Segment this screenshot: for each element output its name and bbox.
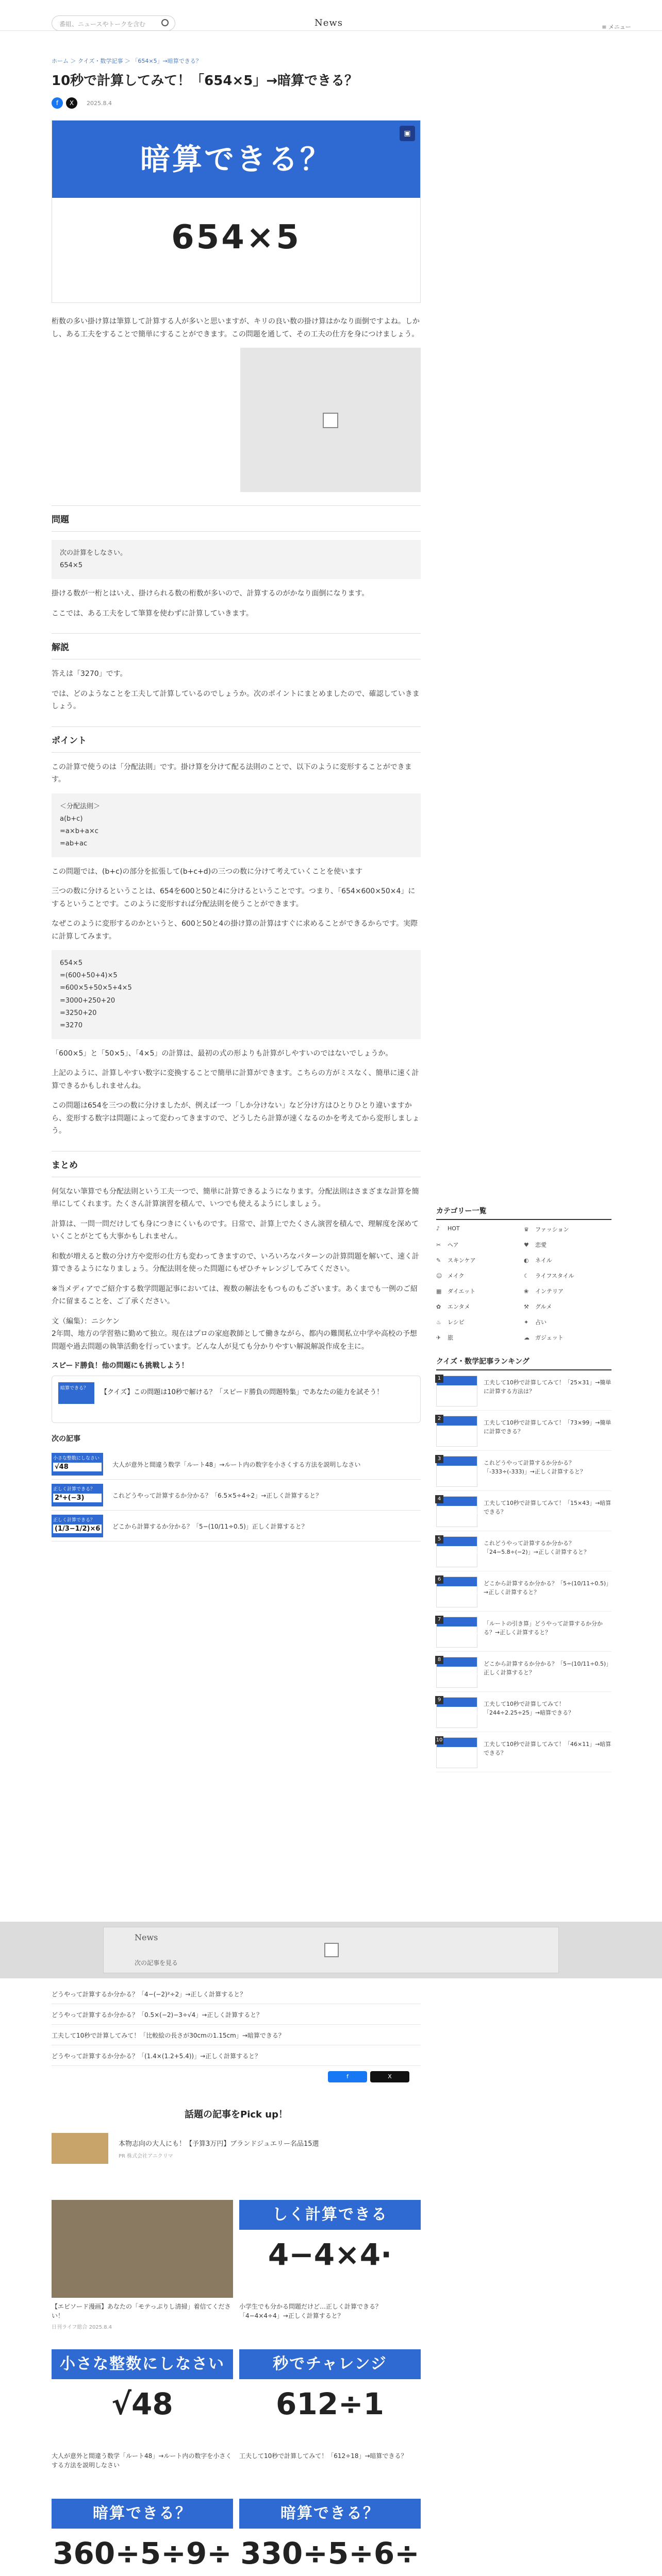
problem-line: 654×5	[60, 562, 82, 570]
category-label: 旅	[448, 1334, 453, 1341]
menu-label: メニュー	[608, 24, 631, 30]
category-label: ファッション	[535, 1226, 569, 1233]
category-icon: ♨	[436, 1319, 441, 1326]
ranking-title-text: 工夫して10秒で計算してみて！「15×43」→暗算できる？	[484, 1500, 611, 1515]
category-label: メイク	[448, 1273, 465, 1279]
category-item[interactable]	[524, 1318, 611, 1326]
hero-image	[52, 120, 421, 303]
thumb-tag: 正しく計算できる？	[437, 1617, 477, 1626]
category-icon: ♥	[524, 1242, 529, 1248]
broken-image-icon	[323, 413, 338, 428]
point-text: この問題は654を三つの数に分けましたが、例えば一つ「しか分けない」など分け方はひとりひとり違いますから、変形する数字は問題によって変わってきますので、どうしたら計算が速くなるのかを考えてから変形しましょう。	[52, 1101, 420, 1136]
rank-number: 9	[435, 1696, 443, 1704]
category-item[interactable]	[436, 1241, 524, 1249]
category-label: エンタメ	[448, 1303, 470, 1310]
thumb-tag: 正しく計算できる？	[437, 1657, 477, 1667]
category-label: スキンケア	[448, 1257, 476, 1264]
pickup-card[interactable]	[239, 2349, 421, 2461]
next-articles-label: 次の記事	[52, 1435, 80, 1444]
category-item[interactable]	[524, 1287, 611, 1295]
summary-text: 計算は、一問一問だけしても身につきにくいものです。日常で、計算上でたくさん演習を積んで、理解度を深めていくことがとても大事かもしれません。	[52, 1219, 419, 1241]
thumb-tag: 暗算できる？	[437, 1416, 477, 1426]
thumb-tag: 10秒でチャレンジ	[437, 1698, 477, 1707]
overlay-panel[interactable]	[103, 1927, 559, 1973]
ranking-title-text: 「ルートの引き算」どうやって計算するか分かる？→正しく計算すると？	[484, 1620, 603, 1636]
thumb-tag: 10秒でチャレンジ	[437, 1537, 477, 1546]
rank-number: 7	[435, 1616, 443, 1624]
sidebar	[436, 1206, 611, 1777]
point-text: この計算で使うのは「分配法則」です。掛け算を分けて配る法則のことで、以下のように変形することができます。	[52, 762, 412, 784]
category-icon: ✂	[436, 1242, 441, 1248]
hero-expression: 654×5	[171, 218, 301, 257]
category-item[interactable]	[524, 1256, 611, 1264]
rank-number: 4	[435, 1495, 443, 1503]
article-date: 2025.8.4	[87, 100, 112, 107]
category-icon: ☁	[524, 1334, 529, 1341]
category-item[interactable]	[436, 1225, 524, 1233]
article-title: 10秒で計算してみて！「654×5」→暗算できる？	[52, 73, 358, 89]
menu-button[interactable]: ≡ メニュー	[602, 24, 631, 30]
problem-text: ここでは、ある工夫をして筆算を使わずに計算していきます。	[52, 609, 253, 618]
card-band: しく計算できる	[239, 2200, 421, 2230]
point-text: この問題では、(b+c)の部分を拡張して(b+c+d)の三つの数に分けて考えていくことを使います	[52, 867, 363, 876]
ad-title: 本物志向の大人にも！【予算3万円】ブランドジュエリー名品15選	[119, 2140, 319, 2148]
article-main	[52, 57, 421, 1541]
answer-text: 答えは「3270」です。	[52, 670, 127, 679]
thumb-expression: 2⁴+(−3)	[53, 1494, 102, 1502]
ranking-title-text: これどうやって計算するか分かる？「-333÷(-333)」→正しく計算すると？	[484, 1460, 586, 1475]
next-article-title: どこから計算するか分かる？「5−(10/11÷0.5)」正しく計算すると？	[112, 1523, 308, 1531]
category-icon: ✦	[524, 1319, 529, 1326]
ranking-title-text: これどうやって計算するか分かる？「24−5.8÷(−2)」→正しく計算すると？	[484, 1540, 589, 1555]
problem-text: 掛ける数が一桁とはいえ、掛けられる数の桁数が多いので、計算するのがかなり面倒になります。	[52, 589, 369, 598]
ranking-item[interactable]	[436, 1617, 611, 1652]
card-image	[239, 2499, 421, 2576]
next-article-title: これどうやって計算するか分かる？「6.5×5÷4÷2」→正しく計算すると？	[112, 1492, 322, 1500]
ranking-title-text: 工夫して10秒で計算してみて！「46×11」→暗算できる？	[484, 1741, 611, 1756]
category-title: カテゴリー一覧	[436, 1206, 611, 1220]
pickup-card[interactable]	[52, 2200, 233, 2330]
thumb-tag: 正しく計算できる？	[437, 1497, 477, 1506]
ranking-item[interactable]	[436, 1376, 611, 1411]
box-line: a(b+c)	[60, 815, 83, 823]
category-icon: ♛	[524, 1226, 529, 1233]
category-icon: ❀	[524, 1288, 529, 1295]
next-article-item[interactable]	[52, 1449, 421, 1480]
ranking-item[interactable]	[436, 1416, 611, 1451]
related-list	[52, 1984, 421, 2066]
rank-number: 10	[435, 1736, 443, 1744]
site-logo[interactable]: News	[315, 18, 343, 28]
rank-number: 1	[435, 1375, 443, 1383]
problem-heading: 問題	[52, 505, 421, 532]
related-link[interactable]: 工夫して10秒で計算してみて！「比較絵の長さが30cmの1.15cm」→暗算できる？	[52, 2025, 421, 2045]
card-expression: √48	[111, 2386, 173, 2421]
rank-number: 8	[435, 1656, 443, 1664]
site-header	[0, 0, 662, 31]
category-label: インテリア	[535, 1288, 564, 1295]
summary-heading: まとめ	[52, 1151, 421, 1177]
intro-text: 桁数の多い掛け算は筆算して計算する人が多いと思いますが、キリの良い数の掛け算はかなり面倒ですよね。しかし、ある工夫をすることで簡単にすることができます。この問題を通して、その工夫の仕方を身につけましょう。	[52, 317, 420, 338]
calc-line: =3250+20	[60, 1009, 97, 1017]
ranking-title: クイズ・数学記事ランキング	[436, 1356, 611, 1370]
ranking-item[interactable]	[436, 1657, 611, 1692]
next-article-item[interactable]	[52, 1511, 421, 1541]
ranking-item[interactable]	[436, 1737, 611, 1772]
category-label: レシピ	[448, 1319, 465, 1326]
card-title: 小学生でも分かる問題だけど…正しく計算できる？「4−4×4÷4」→正しく計算すると？	[239, 2303, 382, 2319]
summary-text: 何気ない筆算でも分配法則という工夫一つで、簡単に計算できるようになります。分配法則はさまざまな計算を簡単にしてくれます。たくさん計算演習を積んで、いつでも使えるようにしましょう。	[52, 1187, 419, 1209]
category-label: ネイル	[535, 1257, 552, 1264]
card-expression: 360÷5÷9÷	[53, 2536, 232, 2571]
quiz-feature-card[interactable]	[52, 1376, 421, 1423]
card-title: 大人が意外と間違う数学「ルート48」→ルート内の数字を小さくする方法を説明しなさい	[52, 2452, 232, 2469]
next-article-title: 大人が意外と間違う数学「ルート48」→ルート内の数字を小さくする方法を説明しなさい	[112, 1461, 361, 1469]
category-icon: ◐	[524, 1257, 529, 1264]
thumb-tag: 正しく計算できる？	[53, 1487, 95, 1493]
ranking-item[interactable]	[436, 1536, 611, 1571]
calculation-box	[52, 950, 421, 1039]
category-label: ライフスタイル	[535, 1273, 574, 1279]
image-placeholder	[240, 348, 421, 492]
category-label: ヘア	[448, 1242, 459, 1248]
category-icon: ☾	[524, 1273, 529, 1279]
category-item[interactable]	[436, 1287, 524, 1295]
share-row	[52, 97, 421, 110]
card-band: 暗算できる？	[52, 2499, 233, 2529]
thumb-tag: 正しく計算できる？	[53, 1518, 95, 1523]
thumb-expression: √48	[53, 1463, 102, 1471]
breadcrumb[interactable]: ホーム ＞ クイズ・数学記事 ＞ 「654×5」→暗算できる？	[52, 58, 202, 64]
box-line: =a×b+a×c	[60, 827, 98, 835]
category-grid	[436, 1225, 611, 1342]
card-band: 小さな整数にしなさい	[52, 2349, 233, 2379]
category-icon: ✎	[436, 1257, 441, 1264]
category-item[interactable]	[524, 1272, 611, 1280]
quiz-card-thumb: 暗算できる？	[58, 1382, 94, 1404]
category-label: HOT	[448, 1225, 460, 1232]
pickup-ad[interactable]	[52, 2133, 421, 2169]
ranking-title-text: どこから計算するか分かる？「5÷(10/11÷0.5)」→正しく計算すると？	[484, 1580, 609, 1596]
point-text: 「600×5」と「50×5」、「4×5」の計算は、最初の式の形よりも計算がしやすいのではないでしょうか。	[52, 1049, 393, 1058]
x-share-button[interactable]: X	[370, 2071, 409, 2082]
rank-number: 6	[435, 1575, 443, 1584]
calc-line: =(600+50+4)×5	[60, 972, 118, 980]
ranking-title-text: どこから計算するか分かる？「5−(10/11÷0.5)」正しく計算すると？	[484, 1660, 609, 1676]
ranking-item[interactable]	[436, 1456, 611, 1491]
point-text: 上記のように、計算しやすい数字に変換することで簡単に計算ができます。こちらの方がミスなく、簡単に速く計算できるかもしれませんね。	[52, 1069, 419, 1090]
calc-line: =3270	[60, 1021, 82, 1029]
summary-text: ※当メディアでご紹介する数学問題記事においては、複数の解法をもつものもございます。あくまでも一例のご紹介に留まることを、ご了承ください。	[52, 1284, 418, 1306]
card-band: 秒でチャレンジ	[239, 2349, 421, 2379]
ranking-item[interactable]	[436, 1496, 611, 1531]
related-link[interactable]: どうやって計算するか分かる？「4−(−2)²÷2」→正しく計算すると？	[52, 1984, 421, 2004]
problem-line: 次の計算をしなさい。	[60, 549, 127, 557]
card-meta: 日刊ライフ総合 2025.8.4	[52, 2325, 112, 2330]
calc-line: =600×5+50×5+4×5	[60, 984, 132, 992]
category-item[interactable]	[524, 1333, 611, 1342]
category-item[interactable]	[436, 1302, 524, 1311]
pickup-card[interactable]	[239, 2499, 421, 2576]
ranking-title-text: 工夫して10秒で計算してみて！「25×31」→簡単に計算する方法は？	[484, 1379, 611, 1395]
ranking-title-text: 工夫して10秒で計算してみて！「244÷2.25÷25」→暗算できる？	[484, 1701, 574, 1716]
ad-thumbnail	[52, 2133, 108, 2164]
answer-text: では、どのようなことを工夫して計算しているのでしょうか。次のポイントにまとめましたので、確認していきましょう。	[52, 689, 420, 711]
ranking-item[interactable]	[436, 1697, 611, 1732]
sticky-overlay	[0, 1922, 662, 1978]
ranking-item[interactable]	[436, 1577, 611, 1612]
distributive-law-box	[52, 793, 421, 857]
quiz-card-text: 【クイズ】この問題は10秒で解ける？「スピード勝負の問題特集」であなたの能力を試そう！	[101, 1388, 384, 1397]
overlay-logo: News	[135, 1933, 158, 1942]
next-article-thumb	[52, 1515, 103, 1537]
category-item[interactable]	[436, 1272, 524, 1280]
thumb-tag: 暗算できる？	[437, 1456, 477, 1466]
card-image	[52, 2499, 233, 2576]
search-input[interactable]	[52, 15, 175, 31]
x-share-icon[interactable]: X	[66, 97, 77, 109]
rank-number: 3	[435, 1455, 443, 1463]
category-label: グルメ	[535, 1303, 552, 1310]
calc-line: =3000+250+20	[60, 996, 115, 1005]
category-item[interactable]	[436, 1256, 524, 1264]
quiz-label: スピード勝負！他の問題にも挑戦しよう！	[52, 1362, 189, 1370]
answer-heading: 解説	[52, 633, 421, 659]
category-item[interactable]	[436, 1318, 524, 1326]
rank-number: 2	[435, 1415, 443, 1423]
category-label: 恋愛	[535, 1242, 547, 1248]
card-image	[52, 2349, 233, 2447]
broken-image-icon	[324, 1943, 339, 1957]
card-image	[52, 2200, 233, 2298]
overlay-text: 次の記事を見る	[135, 1959, 178, 1967]
category-icon: ✿	[436, 1303, 441, 1310]
card-expression: 4−4×4·	[268, 2237, 392, 2272]
box-line: ＜分配法則＞	[60, 802, 101, 810]
author-text: 文（編集）：ニシケン 2年間、地方の学習塾に勤めて独立。現在はプロの家庭教師として働きながら、都内の難関私立中学や高校の予想問題や過去問題の執筆活動を行っています。どんな人が見ても分かりやすい解説解説作成を主に。	[52, 1317, 417, 1351]
problem-box	[52, 540, 421, 579]
related-link[interactable]: どうやって計算するか分かる？「0.5×(−2)−3÷√4」→正しく計算すると？	[52, 2004, 421, 2025]
next-article-item[interactable]	[52, 1480, 421, 1511]
facebook-share-icon[interactable]: f	[52, 97, 63, 109]
rank-number: 5	[435, 1535, 443, 1544]
pickup-card[interactable]	[52, 2349, 233, 2470]
box-line: =ab+ac	[60, 839, 88, 848]
pickup-card[interactable]	[52, 2499, 233, 2576]
card-image	[239, 2349, 421, 2447]
share-buttons	[325, 2071, 409, 2082]
hero-banner: 暗算できる？	[52, 121, 420, 198]
point-heading: ポイント	[52, 726, 421, 753]
thumb-expression: (1/3−1/2)×6	[53, 1524, 102, 1533]
category-icon: ▦	[436, 1288, 442, 1295]
category-icon: ⚒	[524, 1303, 529, 1310]
ranking-title-text: 工夫して10秒で計算してみて！「73×99」→簡単に計算できる？	[484, 1419, 611, 1435]
category-icon: ✈	[436, 1334, 441, 1341]
category-item[interactable]	[524, 1302, 611, 1311]
calc-line: 654×5	[60, 959, 82, 968]
summary-text: 和数が増えると数の分け方や変形の仕方も変わってきますので、いろいろなパターンの計算問題を解いて、速く計算できるようになりましょう。分配法則を使った問題にもぜひチャレンジしてみてください。	[52, 1252, 420, 1274]
pickup-title: 話題の記事をPick up！	[185, 2109, 288, 2120]
category-label: ダイエット	[448, 1288, 476, 1295]
facebook-share-button[interactable]: f	[328, 2071, 367, 2082]
gallery-icon[interactable]: ▣	[400, 126, 415, 141]
ad-sponsor: PR 株式会社アニクリマ	[119, 2154, 173, 2159]
card-title: 工夫して10秒で計算してみて！「612÷18」→暗算できる？	[239, 2452, 407, 2460]
card-expression: 612÷1	[275, 2386, 385, 2421]
category-item[interactable]	[524, 1225, 611, 1233]
thumb-tag: 小さな整数にしなさい	[53, 1456, 100, 1462]
card-title: 【エピソード漫画】あなたの「モテっぷりし清掃」着信てください！	[52, 2303, 231, 2319]
category-label: ガジェット	[535, 1334, 564, 1341]
category-icon: ♪	[436, 1225, 440, 1232]
category-item[interactable]	[436, 1333, 524, 1342]
card-image	[239, 2200, 421, 2298]
category-icon: ☺	[436, 1273, 442, 1279]
thumb-tag: 暗算できる？	[437, 1738, 477, 1747]
related-link[interactable]: どうやって計算するか分かる？「(1.4×(1.2+5.4))」→正しく計算すると？	[52, 2045, 421, 2066]
category-item[interactable]	[524, 1241, 611, 1249]
point-text: なぜこのように変形するのかというと、600と50と4の掛け算の計算はすぐに求めることができるからです。実際に計算してみます。	[52, 920, 418, 941]
point-text: 三つの数に分けるということは、654を600と50と4に分けるということです。つまり、「654×600×50×4」にするということです。このように変形すれば分配法則を使うことができます。	[52, 887, 416, 908]
search-placeholder: 番組、ニュースやトークを含む	[59, 21, 146, 28]
search-icon[interactable]	[161, 19, 169, 26]
next-article-thumb	[52, 1484, 103, 1506]
card-band: 暗算できる？	[239, 2499, 421, 2529]
thumb-tag: 正しく計算できる？	[437, 1577, 477, 1586]
card-expression: 330÷5÷6÷	[240, 2536, 420, 2571]
pickup-card[interactable]	[239, 2200, 421, 2320]
thumb-tag: 暗算できる？	[437, 1376, 477, 1385]
category-label: 占い	[535, 1319, 547, 1326]
next-article-thumb	[52, 1453, 103, 1476]
